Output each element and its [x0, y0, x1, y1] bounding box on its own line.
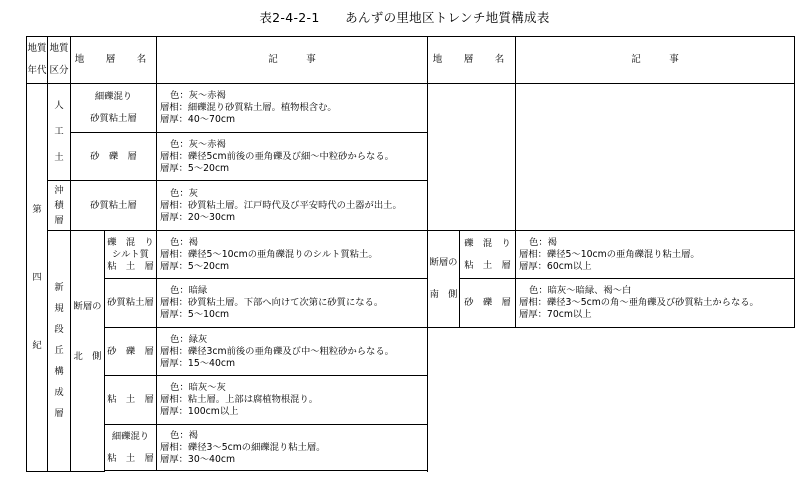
right-blank-top-notes	[516, 84, 795, 231]
table-title: 表2-4-2-1 あんずの里地区トレンチ地質構成表	[259, 10, 550, 25]
layer-name-6: 砂 礫 層	[105, 327, 157, 376]
layer-desc-5: 色：暗緑 層相：砂質粘土層。下部へ向けて次第に砂質になる。 層厚：5～10cm	[157, 279, 428, 328]
header-stratum-2: 地 層 名	[428, 37, 516, 84]
layer-name-4: 礫 混 り シルト質 粘 土 層	[105, 230, 157, 279]
geology-table	[26, 36, 795, 472]
layer-name-1: 細礫混り 砂質粘土層	[71, 84, 157, 133]
group-alluvium: 沖 積 層	[48, 181, 71, 231]
layer-desc-7: 色：暗灰～灰 層相：粘土層。上部は腐植物根混り。 層厚：100cm以上	[157, 376, 428, 425]
header-notes-2: 記 事	[516, 37, 795, 84]
layer-name-7: 粘 土 層	[105, 376, 157, 425]
right-layer-desc-1: 色：褐 層相：礫径5～10cmの亜角礫混り粘土層。 層厚：60cm以上	[516, 230, 795, 279]
group-artificial-soil: 人 工 土	[48, 84, 71, 181]
fault-north-label: 断層の 北 側	[71, 230, 105, 471]
layer-desc-2: 色：灰～赤褐 層相：礫径5cm前後の亜角礫及び細～中粒砂からなる。 層厚：5～20cm	[157, 132, 428, 181]
header-division: 地質 区分	[48, 37, 71, 84]
header-era: 地質 年代	[27, 37, 48, 84]
group-new-terrace: 新 規 段 丘 構 成 層	[48, 230, 71, 471]
layer-desc-3: 色：灰 層相：砂質粘土層。江戸時代及び平安時代の土器が出土。 層厚：20～30cm	[157, 181, 428, 231]
layer-name-8: 細礫混り 粘 土 層	[105, 424, 157, 470]
layer-name-5: 砂質粘土層	[105, 279, 157, 328]
fault-south-label: 断層の 南 側	[428, 230, 460, 327]
right-blank-top	[428, 84, 516, 231]
era-quaternary: 第 四 紀	[27, 84, 48, 472]
right-layer-name-1: 礫 混 り 粘 土 層	[460, 230, 516, 279]
header-stratum: 地 層 名	[71, 37, 157, 84]
right-blank-bottom	[428, 327, 795, 471]
layer-desc-8: 色：褐 層相：礫径3～5cmの細礫混り粘土層。 層厚：30～40cm	[157, 424, 428, 470]
layer-name-2: 砂 礫 層	[71, 132, 157, 181]
layer-desc-4: 色：褐 層相：礫径5～10cmの亜角礫混りのシルト質粘土。 層厚：5～20cm	[157, 230, 428, 279]
layer-desc-6: 色：緑灰 層相：礫径3cm前後の亜角礫及び中～粗粒砂からなる。 層厚：15～40cm	[157, 327, 428, 376]
right-layer-name-2: 砂 礫 層	[460, 279, 516, 328]
layer-desc-1: 色：灰～赤褐 層相：細礫混り砂質粘土層。植物根含む。 層厚：40～70cm	[157, 84, 428, 133]
layer-name-3: 砂質粘土層	[71, 181, 157, 231]
right-layer-desc-2: 色：暗灰～暗緑、褐～白 層相：礫径3～5cmの角～亜角礫及び砂質粘土からなる。 層厚：70cm以上	[516, 279, 795, 328]
header-notes: 記 事	[157, 37, 428, 84]
